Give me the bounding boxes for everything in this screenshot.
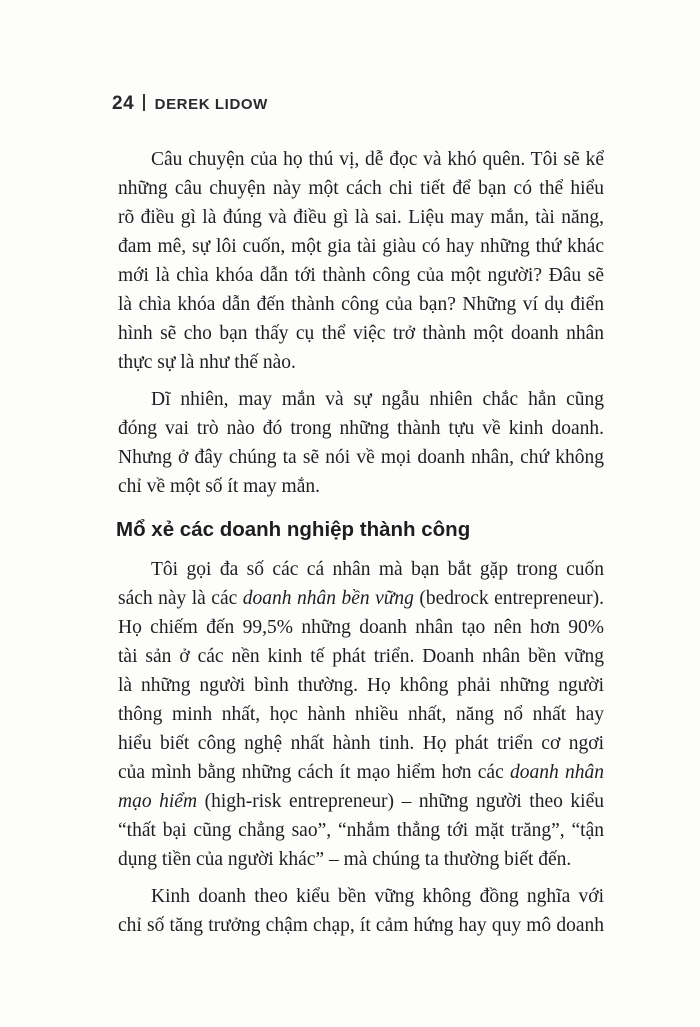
text-line <box>118 584 604 613</box>
text-run: sách này là các <box>118 588 243 609</box>
body-text <box>118 145 604 940</box>
text-line: đóng vai trò nào đó trong những thành tựu về kinh doanh. <box>118 418 604 439</box>
text-line: những câu chuyện này một cách chi tiết để bạn có thể hiểu <box>118 178 604 199</box>
text-line <box>118 758 604 787</box>
text-run: (bedrock entrepreneur). <box>413 588 605 609</box>
text-line: thông minh nhất, học hành nhiều nhất, năng nổ nhất hay <box>118 704 604 725</box>
author-name: DEREK LIDOW <box>154 96 268 113</box>
text-line: tài sản ở các nền kinh tế phát triển. Doanh nhân bền vững <box>118 646 604 667</box>
text-line: đam mê, sự lôi cuốn, một gia tài giàu có hay những thứ khác <box>118 236 604 257</box>
paragraph <box>118 882 604 940</box>
text-line: Câu chuyện của họ thú vị, dễ đọc và khó quên. Tôi sẽ kể <box>151 149 604 170</box>
paragraph <box>118 555 604 874</box>
text-run: của mình bằng những cách ít mạo hiểm hơn các <box>118 762 510 783</box>
text-line: chỉ số tăng trưởng chậm chạp, ít cảm hứng hay quy mô doanh <box>118 915 604 936</box>
header-separator <box>143 94 145 111</box>
text-line: mới là chìa khóa dẫn tới thành công của một người? Đâu sẽ <box>118 265 604 286</box>
paragraph <box>118 385 604 501</box>
emphasis-term: doanh nhân bền vững <box>242 588 414 609</box>
text-line: rõ điều gì là đúng và điều gì là sai. Liệu may mắn, tài năng, <box>118 207 604 228</box>
emphasis-term: doanh nhân <box>510 762 604 783</box>
text-line: thực sự là như thế nào. <box>118 352 296 373</box>
text-line: hiểu biết công nghệ nhất hành tinh. Họ phát triển cơ ngơi <box>118 733 604 754</box>
emphasis-term: mạo hiểm <box>118 791 198 812</box>
running-head <box>112 93 268 115</box>
page-number: 24 <box>112 93 135 114</box>
text-line: chỉ về một số ít may mắn. <box>118 476 321 497</box>
text-line: Tôi gọi đa số các cá nhân mà bạn bắt gặp trong cuốn <box>151 559 604 580</box>
text-run: (high-risk entrepreneur) – những người theo kiểu <box>197 791 604 812</box>
text-line: hình sẽ cho bạn thấy cụ thể việc trở thành một doanh nhân <box>118 323 604 344</box>
section-heading: Mổ xẻ các doanh nghiệp thành công <box>116 518 471 541</box>
text-line: Nhưng ở đây chúng ta sẽ nói về mọi doanh nhân, chứ không <box>118 447 604 468</box>
paragraph-spacer <box>118 874 604 882</box>
text-line: dụng tiền của người khác” – mà chúng ta thường biết đến. <box>118 849 572 870</box>
paragraph-spacer <box>118 377 604 385</box>
text-line: Kinh doanh theo kiểu bền vững không đồng nghĩa với <box>151 886 604 907</box>
text-line: là những người bình thường. Họ không phải những người <box>118 675 604 696</box>
text-line: là chìa khóa dẫn đến thành công của bạn? Những ví dụ điển <box>118 294 604 315</box>
text-line: Họ chiếm đến 99,5% những doanh nhân tạo nên hơn 90% <box>118 617 604 638</box>
text-line: Dĩ nhiên, may mắn và sự ngẫu nhiên chắc hẳn cũng <box>151 389 604 410</box>
text-line <box>118 787 604 816</box>
paragraph <box>118 145 604 377</box>
text-line: “thất bại cũng chẳng sao”, “nhắm thẳng tới mặt trăng”, “tận <box>118 820 604 841</box>
